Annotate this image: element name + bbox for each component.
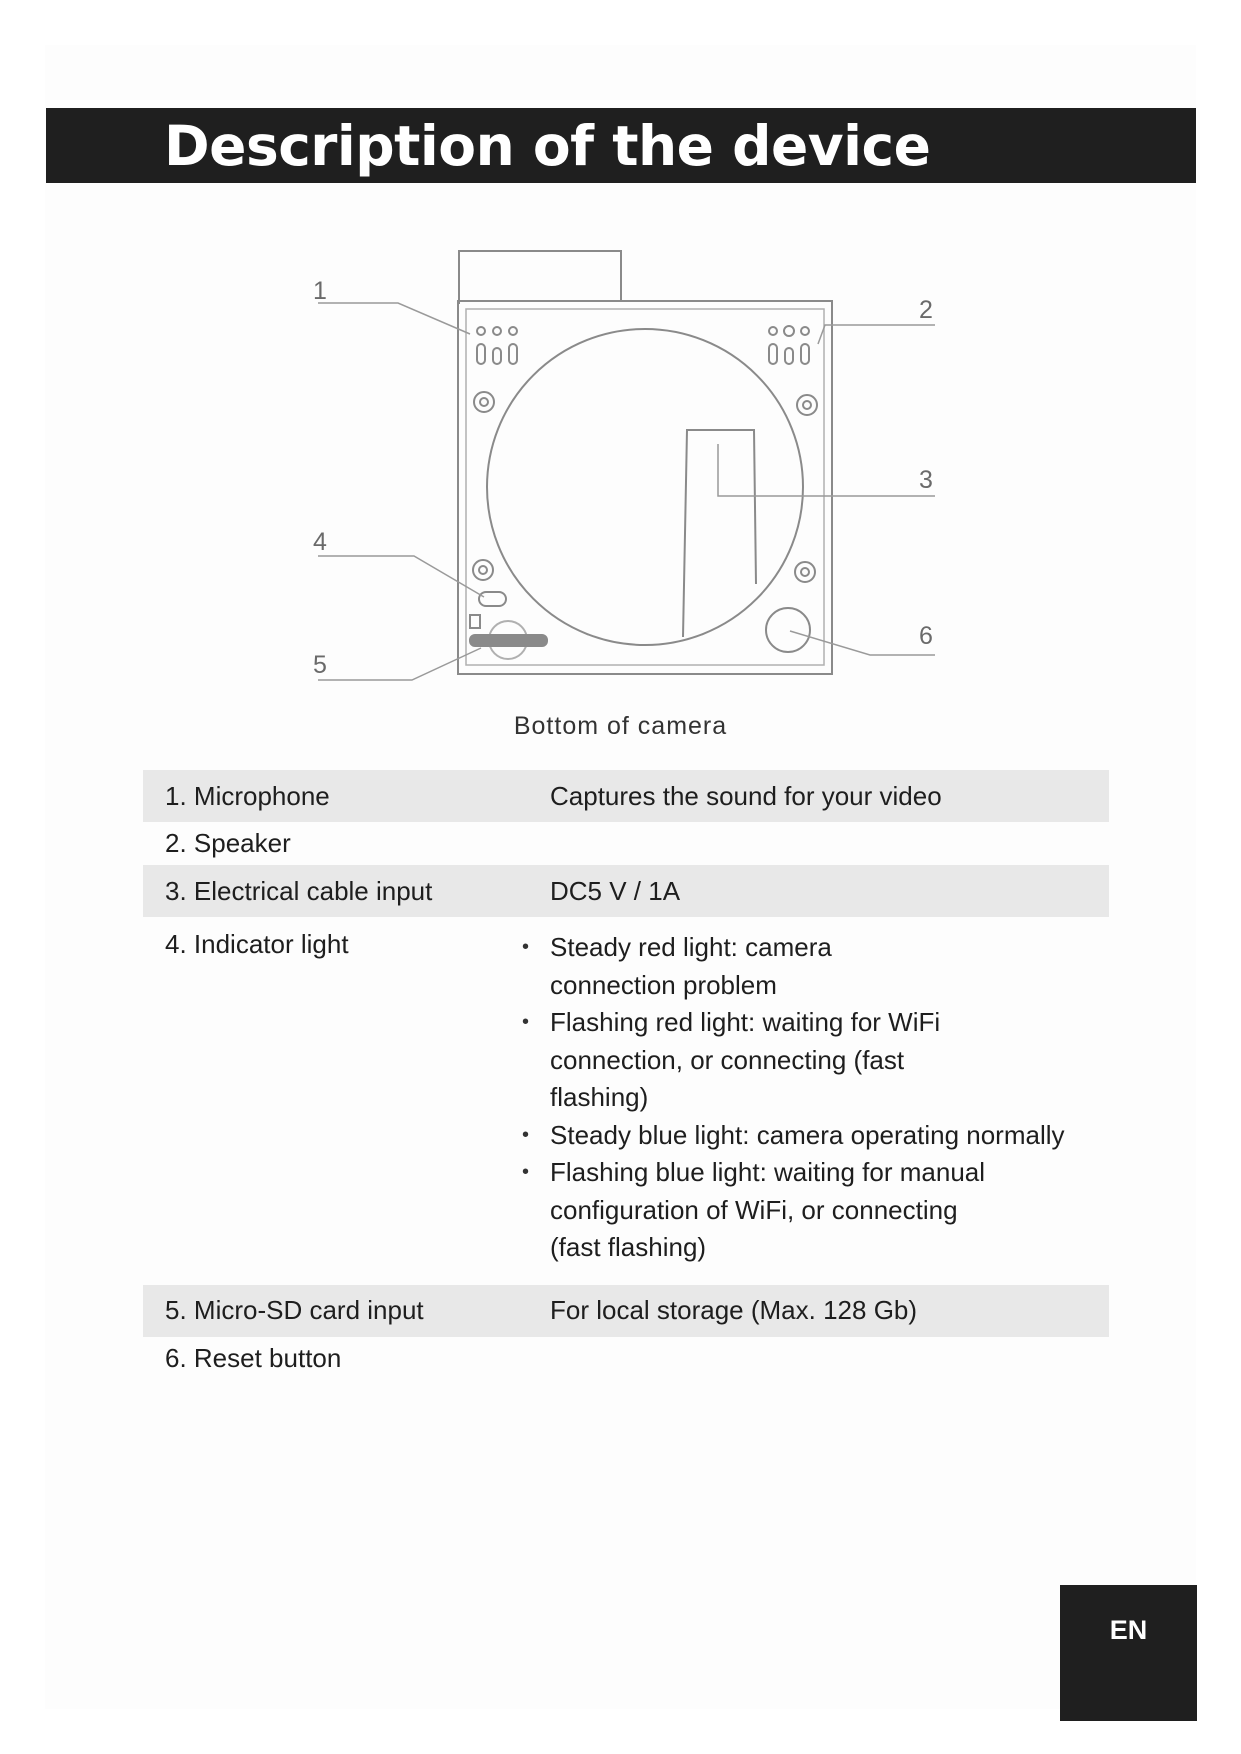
leader-line-4	[318, 556, 484, 597]
part-name: 6. Reset button	[165, 1342, 342, 1373]
camera-bottom-diagram	[0, 0, 1241, 700]
microphone-holes	[477, 327, 517, 364]
screw-top-left	[474, 392, 494, 412]
parts-table	[143, 770, 1109, 1380]
leader-line-5	[318, 648, 481, 680]
part-name: 4. Indicator light	[165, 929, 349, 959]
indicator-light-shape	[479, 592, 506, 606]
table-row	[143, 865, 1109, 917]
diagram-caption: Bottom of camera	[513, 712, 728, 740]
table-row	[143, 1285, 1109, 1337]
reset-button-shape	[766, 608, 810, 652]
table-row	[143, 822, 1109, 865]
screw-bottom-right	[795, 562, 815, 582]
callout-3: 3	[919, 466, 933, 494]
table-row	[143, 1337, 1109, 1380]
leader-line-6	[790, 631, 935, 655]
table-row	[143, 917, 1109, 1285]
bullet-item: • Flashing blue light: waiting for manual configuration of WiFi, or connecting (fast flashing)	[550, 1154, 990, 1267]
callout-5: 5	[313, 651, 327, 679]
table-row	[143, 770, 1109, 822]
callout-4: 4	[313, 528, 327, 556]
language-tab: EN	[1060, 1585, 1197, 1721]
leader-line-2	[818, 325, 935, 344]
indicator-descriptions	[550, 929, 1109, 1267]
part-description: Captures the sound for your video	[550, 780, 942, 811]
speaker-holes	[769, 326, 809, 364]
leader-line-1	[318, 303, 470, 334]
cable-channel	[683, 430, 756, 637]
sd-card-icon	[470, 615, 480, 628]
part-description: For local storage (Max. 128 Gb)	[550, 1295, 918, 1325]
part-name: 5. Micro-SD card input	[165, 1295, 424, 1325]
part-name: 2. Speaker	[165, 828, 291, 858]
bullet-item: • Flashing red light: waiting for WiFi connection, or connecting (fast flashing)	[550, 1004, 990, 1117]
sd-card-slot	[470, 635, 547, 646]
leader-line-3	[718, 444, 935, 496]
camera-body-outline	[458, 301, 832, 674]
part-description: DC5 V / 1A	[550, 875, 681, 906]
bullet-item: • Steady blue light: camera operating normally	[550, 1117, 1109, 1155]
callout-2: 2	[919, 296, 933, 324]
mount-bracket	[459, 251, 621, 304]
part-name: 3. Electrical cable input	[165, 875, 433, 906]
callout-1: 1	[313, 277, 327, 305]
part-name: 1. Microphone	[165, 780, 330, 811]
page-title: Description of the device	[164, 113, 931, 178]
callout-6: 6	[919, 622, 933, 650]
bullet-item: • Steady red light: camera connection problem	[550, 929, 880, 1004]
screw-bottom-left	[473, 560, 493, 580]
screw-top-right	[797, 395, 817, 415]
